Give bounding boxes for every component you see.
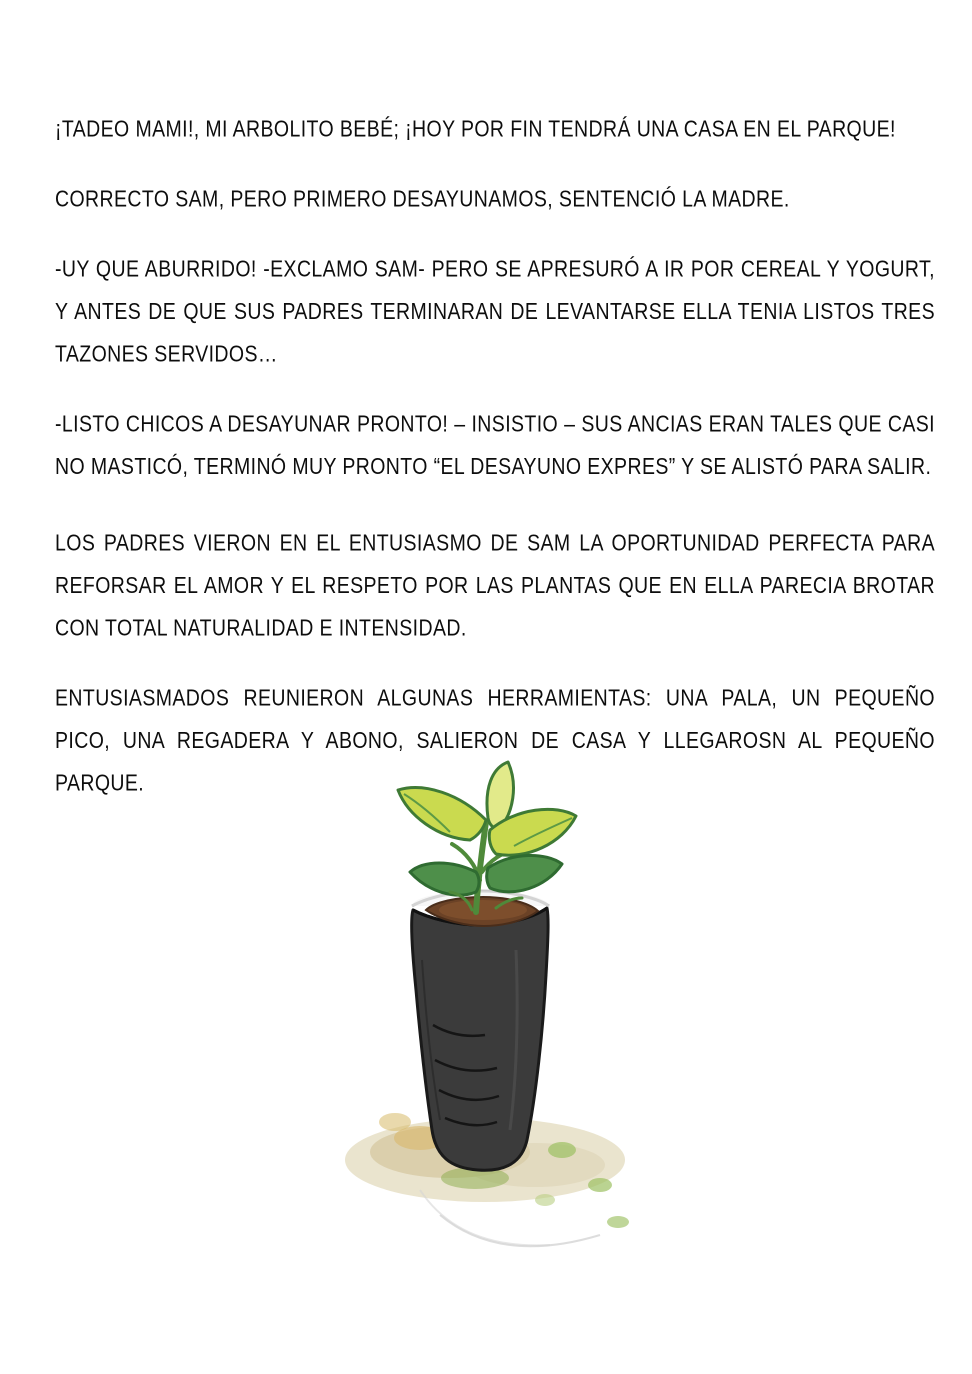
- paragraph-3: -UY QUE ABURRIDO! -EXCLAMO SAM- PERO SE APRESURÓ A IR POR CEREAL Y YOGURT, Y ANTES DE QUE SUS PADRES TERMINARAN DE LEVANTARSE ELLA TENIA LISTOS TRES TAZONES SERVIDOS…: [55, 256, 935, 368]
- story-text-block: [55, 108, 935, 797]
- seedling-plant-icon: [398, 762, 576, 912]
- seedling-illustration: [300, 760, 680, 1280]
- paragraph-spacer: [55, 496, 935, 522]
- paragraph-spacer: [55, 165, 935, 178]
- paragraph-1: ¡TADEO MAMI!, MI ARBOLITO BEBÉ; ¡HOY POR FIN TENDRÁ UNA CASA EN EL PARQUE!: [55, 116, 896, 143]
- paragraph-spacer: [55, 235, 935, 248]
- paragraph-2: CORRECTO SAM, PERO PRIMERO DESAYUNAMOS, SENTENCIÓ LA MADRE.: [55, 186, 790, 213]
- paragraph-5: LOS PADRES VIERON EN EL ENTUSIASMO DE SAM LA OPORTUNIDAD PERFECTA PARA REFORSAR EL AMOR Y EL RESPETO POR LAS PLANTAS QUE EN ELLA PARECIA BROTAR CON TOTAL NATURALIDAD E INTENSIDAD.: [55, 530, 935, 642]
- paragraph-4: -LISTO CHICOS A DESAYUNAR PRONTO! – INSISTIO – SUS ANCIAS ERAN TALES QUE CASI NO MASTICÓ, TERMINÓ MUY PRONTO “EL DESAYUNO EXPRES” Y SE ALISTÓ PARA SALIR.: [55, 411, 935, 480]
- paragraph-spacer: [55, 377, 935, 403]
- paragraph-spacer: [55, 651, 935, 677]
- paragraph-6: ENTUSIASMADOS REUNIERON ALGUNAS HERRAMIENTAS: UNA PALA, UN PEQUEÑO PICO, UNA REGADERA Y ABONO, SALIERON DE CASA Y LLEGAROSN AL PEQUEÑO PARQUE.: [55, 685, 935, 797]
- plastic-pot-icon: [412, 891, 549, 1170]
